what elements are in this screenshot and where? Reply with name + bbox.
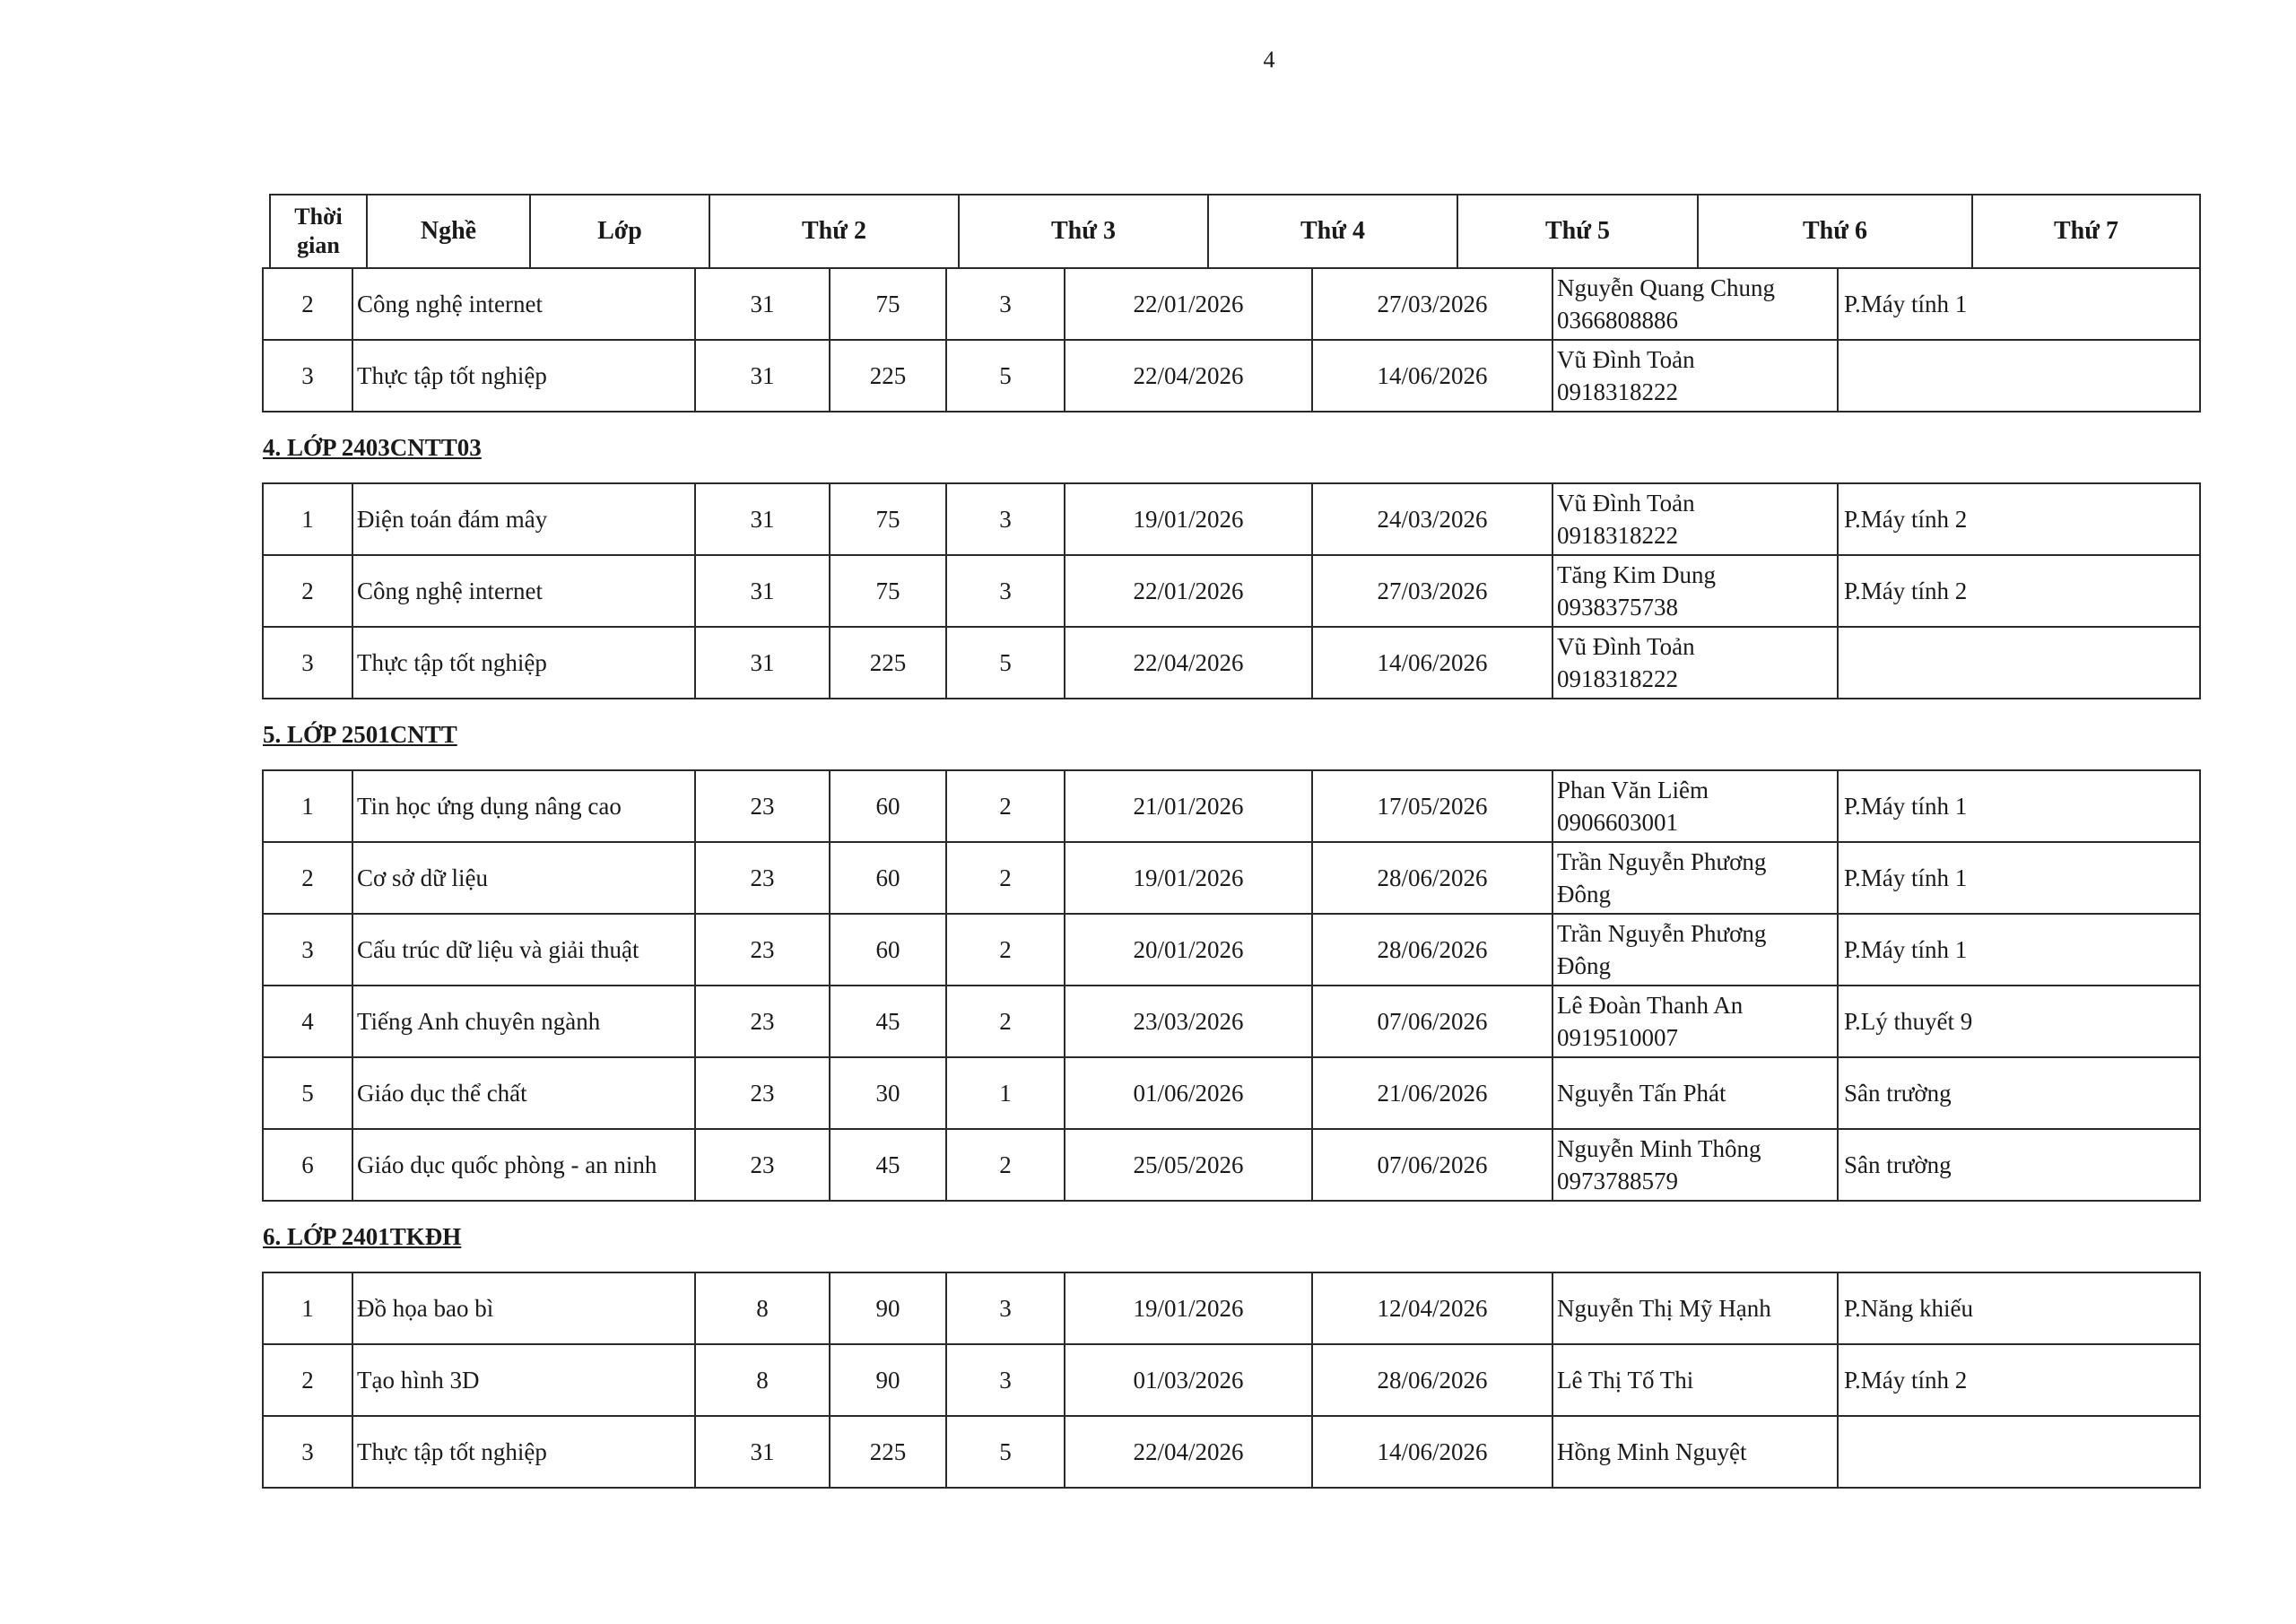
row-room: P.Máy tính 1 — [1838, 770, 2200, 842]
row-col-b: 225 — [830, 340, 946, 412]
schedule-body-table — [262, 267, 2201, 1489]
row-col-a: 31 — [695, 268, 830, 340]
table-row — [263, 842, 2200, 914]
section-row — [263, 699, 2200, 770]
row-col-b: 75 — [830, 483, 946, 555]
row-teacher — [1552, 1129, 1838, 1201]
teacher-name: Lê Đoàn Thanh An — [1557, 992, 1744, 1019]
teacher-phone: 0906603001 — [1557, 809, 1678, 836]
row-col-a: 31 — [695, 483, 830, 555]
row-col-b: 30 — [830, 1057, 946, 1129]
row-col-b: 75 — [830, 268, 946, 340]
table-row — [263, 1416, 2200, 1488]
table-row — [263, 1129, 2200, 1201]
row-room: Sân trường — [1838, 1057, 2200, 1129]
row-end-date: 28/06/2026 — [1312, 1344, 1552, 1416]
row-end-date: 28/06/2026 — [1312, 842, 1552, 914]
row-teacher — [1552, 770, 1838, 842]
table-row — [263, 627, 2200, 699]
row-col-a: 8 — [695, 1344, 830, 1416]
header-thu7: Thứ 7 — [1972, 195, 2200, 268]
row-col-b: 45 — [830, 986, 946, 1057]
header-time: Thời gian — [270, 195, 367, 268]
row-col-b: 45 — [830, 1129, 946, 1201]
row-col-c: 2 — [946, 986, 1065, 1057]
row-module-name: Thực tập tốt nghiệp — [352, 627, 695, 699]
section-row — [263, 412, 2200, 483]
row-col-b: 75 — [830, 555, 946, 627]
row-start-date: 19/01/2026 — [1065, 842, 1312, 914]
row-end-date: 24/03/2026 — [1312, 483, 1552, 555]
section-title: 5. LỚP 2501CNTT — [263, 699, 2200, 770]
row-col-c: 2 — [946, 1129, 1065, 1201]
row-stt: 4 — [263, 986, 352, 1057]
row-stt: 1 — [263, 770, 352, 842]
teacher-name: Tăng Kim Dung — [1557, 561, 1716, 588]
row-col-a: 8 — [695, 1272, 830, 1344]
row-stt: 2 — [263, 842, 352, 914]
row-teacher — [1552, 842, 1838, 914]
table-row — [263, 340, 2200, 412]
table-row — [263, 268, 2200, 340]
row-end-date: 12/04/2026 — [1312, 1272, 1552, 1344]
row-start-date: 22/01/2026 — [1065, 268, 1312, 340]
row-stt: 5 — [263, 1057, 352, 1129]
table-row — [263, 1344, 2200, 1416]
row-module-name: Giáo dục quốc phòng - an ninh — [352, 1129, 695, 1201]
table-row — [263, 1057, 2200, 1129]
row-room — [1838, 1416, 2200, 1488]
row-start-date: 01/03/2026 — [1065, 1344, 1312, 1416]
teacher-phone: 0918318222 — [1557, 665, 1678, 692]
row-col-b: 90 — [830, 1272, 946, 1344]
row-module-name: Cấu trúc dữ liệu và giải thuật — [352, 914, 695, 986]
row-col-b: 60 — [830, 842, 946, 914]
row-module-name: Tin học ứng dụng nâng cao — [352, 770, 695, 842]
row-col-c: 3 — [946, 483, 1065, 555]
row-col-c: 3 — [946, 555, 1065, 627]
row-start-date: 22/04/2026 — [1065, 340, 1312, 412]
row-room: P.Máy tính 1 — [1838, 842, 2200, 914]
row-module-name: Giáo dục thể chất — [352, 1057, 695, 1129]
page-number: 4 — [1263, 47, 1275, 73]
teacher-name: Lê Thị Tố Thi — [1557, 1367, 1694, 1394]
row-end-date: 27/03/2026 — [1312, 268, 1552, 340]
row-stt: 3 — [263, 1416, 352, 1488]
row-teacher — [1552, 268, 1838, 340]
row-col-c: 1 — [946, 1057, 1065, 1129]
teacher-name: Trần Nguyễn Phương — [1557, 920, 1767, 947]
row-col-b: 60 — [830, 770, 946, 842]
row-start-date: 19/01/2026 — [1065, 483, 1312, 555]
table-row — [263, 986, 2200, 1057]
table-row — [263, 1272, 2200, 1344]
row-col-c: 2 — [946, 770, 1065, 842]
teacher-name: Nguyễn Thị Mỹ Hạnh — [1557, 1295, 1771, 1322]
row-module-name: Thực tập tốt nghiệp — [352, 1416, 695, 1488]
row-teacher — [1552, 1057, 1838, 1129]
header-thu5: Thứ 5 — [1457, 195, 1698, 268]
table-row — [263, 914, 2200, 986]
row-col-a: 31 — [695, 1416, 830, 1488]
row-stt: 3 — [263, 914, 352, 986]
header-thu6: Thứ 6 — [1698, 195, 1972, 268]
row-teacher — [1552, 340, 1838, 412]
teacher-name: Nguyễn Tấn Phát — [1557, 1080, 1726, 1107]
schedule-header-table — [269, 194, 2201, 269]
row-teacher — [1552, 914, 1838, 986]
row-end-date: 14/06/2026 — [1312, 627, 1552, 699]
row-room — [1838, 340, 2200, 412]
teacher-name: Hồng Minh Nguyệt — [1557, 1438, 1747, 1465]
row-col-c: 5 — [946, 1416, 1065, 1488]
row-start-date: 19/01/2026 — [1065, 1272, 1312, 1344]
row-end-date: 14/06/2026 — [1312, 1416, 1552, 1488]
row-module-name: Tạo hình 3D — [352, 1344, 695, 1416]
header-lop: Lớp — [530, 195, 709, 268]
row-teacher — [1552, 1344, 1838, 1416]
header-nghe: Nghề — [367, 195, 530, 268]
row-teacher — [1552, 555, 1838, 627]
row-start-date: 22/04/2026 — [1065, 627, 1312, 699]
row-room: P.Lý thuyết 9 — [1838, 986, 2200, 1057]
row-stt: 2 — [263, 268, 352, 340]
header-thu4: Thứ 4 — [1208, 195, 1457, 268]
row-col-c: 5 — [946, 340, 1065, 412]
row-room: P.Năng khiếu — [1838, 1272, 2200, 1344]
teacher-name: Trần Nguyễn Phương — [1557, 848, 1767, 875]
row-room: P.Máy tính 1 — [1838, 914, 2200, 986]
row-teacher — [1552, 1272, 1838, 1344]
teacher-name: Vũ Đình Toản — [1557, 346, 1695, 373]
row-room: Sân trường — [1838, 1129, 2200, 1201]
table-row — [263, 770, 2200, 842]
row-end-date: 28/06/2026 — [1312, 914, 1552, 986]
row-room: P.Máy tính 2 — [1838, 483, 2200, 555]
header-thu3: Thứ 3 — [959, 195, 1208, 268]
teacher-phone: 0919510007 — [1557, 1024, 1678, 1051]
row-stt: 2 — [263, 555, 352, 627]
row-teacher — [1552, 627, 1838, 699]
teacher-name: Nguyễn Quang Chung — [1557, 274, 1775, 301]
section-title: 6. LỚP 2401TKĐH — [263, 1201, 2200, 1272]
row-room: P.Máy tính 1 — [1838, 268, 2200, 340]
row-teacher — [1552, 986, 1838, 1057]
row-col-c: 5 — [946, 627, 1065, 699]
teacher-phone: 0973788579 — [1557, 1168, 1678, 1194]
table-row — [263, 555, 2200, 627]
row-teacher — [1552, 1416, 1838, 1488]
row-room — [1838, 627, 2200, 699]
row-end-date: 07/06/2026 — [1312, 986, 1552, 1057]
row-start-date: 22/01/2026 — [1065, 555, 1312, 627]
row-start-date: 21/01/2026 — [1065, 770, 1312, 842]
table-row — [263, 483, 2200, 555]
row-room: P.Máy tính 2 — [1838, 555, 2200, 627]
row-module-name: Đồ họa bao bì — [352, 1272, 695, 1344]
row-col-a: 23 — [695, 1129, 830, 1201]
row-col-b: 60 — [830, 914, 946, 986]
teacher-name: Vũ Đình Toản — [1557, 633, 1695, 660]
teacher-phone: 0918318222 — [1557, 378, 1678, 405]
row-col-b: 90 — [830, 1344, 946, 1416]
row-col-c: 2 — [946, 842, 1065, 914]
row-stt: 6 — [263, 1129, 352, 1201]
row-col-a: 23 — [695, 986, 830, 1057]
row-col-a: 23 — [695, 770, 830, 842]
row-start-date: 01/06/2026 — [1065, 1057, 1312, 1129]
row-end-date: 21/06/2026 — [1312, 1057, 1552, 1129]
row-start-date: 25/05/2026 — [1065, 1129, 1312, 1201]
row-col-a: 23 — [695, 842, 830, 914]
teacher-phone: 0938375738 — [1557, 594, 1678, 621]
row-room: P.Máy tính 2 — [1838, 1344, 2200, 1416]
row-col-c: 3 — [946, 1272, 1065, 1344]
row-col-a: 31 — [695, 555, 830, 627]
teacher-phone: 0366808886 — [1557, 307, 1678, 334]
row-module-name: Cơ sở dữ liệu — [352, 842, 695, 914]
teacher-name: Phan Văn Liêm — [1557, 777, 1709, 803]
row-end-date: 17/05/2026 — [1312, 770, 1552, 842]
row-col-a: 31 — [695, 340, 830, 412]
row-col-c: 3 — [946, 268, 1065, 340]
row-col-a: 23 — [695, 914, 830, 986]
row-col-c: 2 — [946, 914, 1065, 986]
header-row — [270, 195, 2200, 268]
teacher-name: Vũ Đình Toản — [1557, 490, 1695, 517]
teacher-phone: Đông — [1557, 952, 1611, 979]
teacher-name: Nguyễn Minh Thông — [1557, 1135, 1761, 1162]
row-stt: 3 — [263, 340, 352, 412]
row-col-a: 23 — [695, 1057, 830, 1129]
row-start-date: 22/04/2026 — [1065, 1416, 1312, 1488]
row-col-a: 31 — [695, 627, 830, 699]
row-col-c: 3 — [946, 1344, 1065, 1416]
row-module-name: Điện toán đám mây — [352, 483, 695, 555]
teacher-phone: 0918318222 — [1557, 522, 1678, 549]
teacher-phone: Đông — [1557, 881, 1611, 908]
row-end-date: 14/06/2026 — [1312, 340, 1552, 412]
row-end-date: 27/03/2026 — [1312, 555, 1552, 627]
row-module-name: Tiếng Anh chuyên ngành — [352, 986, 695, 1057]
row-module-name: Thực tập tốt nghiệp — [352, 340, 695, 412]
row-module-name: Công nghệ internet — [352, 555, 695, 627]
row-col-b: 225 — [830, 627, 946, 699]
row-start-date: 23/03/2026 — [1065, 986, 1312, 1057]
row-end-date: 07/06/2026 — [1312, 1129, 1552, 1201]
row-module-name: Công nghệ internet — [352, 268, 695, 340]
header-thu2: Thứ 2 — [709, 195, 959, 268]
row-start-date: 20/01/2026 — [1065, 914, 1312, 986]
row-stt: 1 — [263, 1272, 352, 1344]
section-row — [263, 1201, 2200, 1272]
row-stt: 2 — [263, 1344, 352, 1416]
section-title: 4. LỚP 2403CNTT03 — [263, 412, 2200, 483]
row-stt: 1 — [263, 483, 352, 555]
row-teacher — [1552, 483, 1838, 555]
row-stt: 3 — [263, 627, 352, 699]
row-col-b: 225 — [830, 1416, 946, 1488]
